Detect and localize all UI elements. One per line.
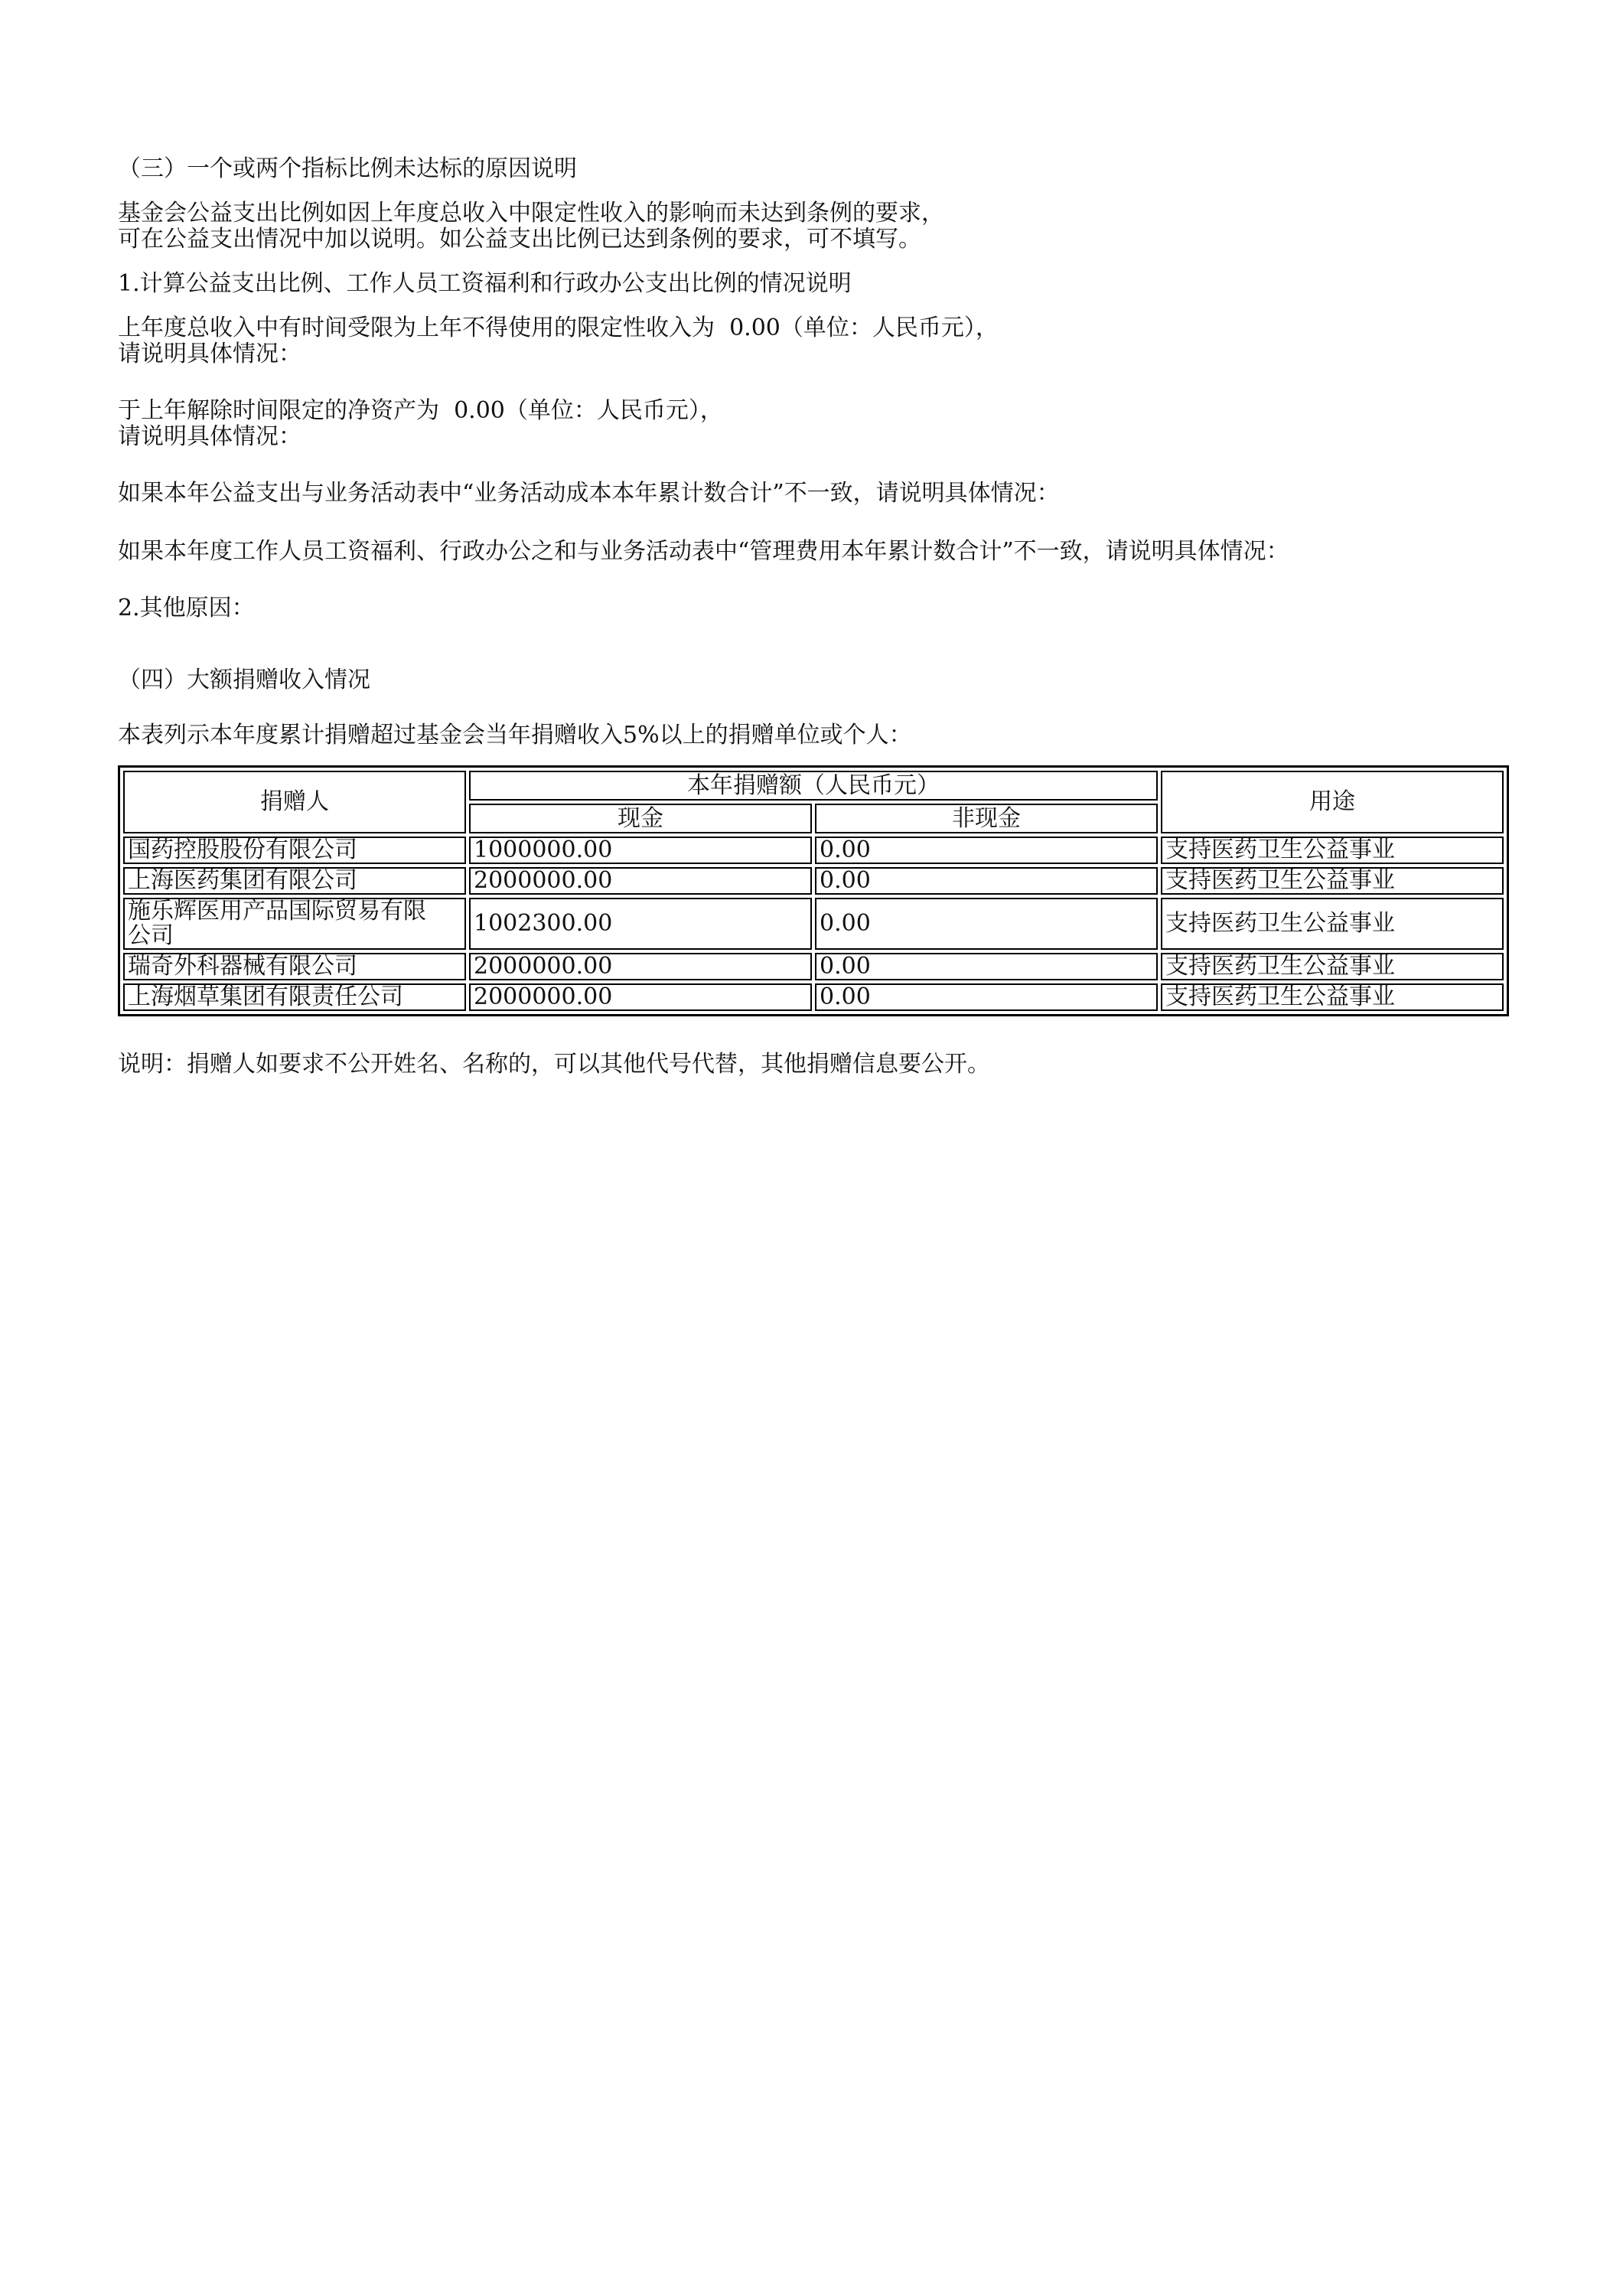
purpose-cell: 支持医药卫生公益事业	[1161, 898, 1504, 950]
header-amount-group: 本年捐赠额（人民币元）	[469, 771, 1158, 801]
purpose-cell: 支持医药卫生公益事业	[1161, 953, 1504, 980]
table-row	[123, 983, 1504, 1011]
noncash-cell: 0.00	[815, 953, 1158, 980]
cash-cell: 2000000.00	[469, 983, 812, 1011]
cash-cell: 2000000.00	[469, 867, 812, 895]
header-cash: 现金	[469, 804, 812, 833]
donor-cell: 上海烟草集团有限责任公司	[123, 983, 466, 1011]
header-purpose: 用途	[1161, 771, 1504, 833]
purpose-cell: 支持医药卫生公益事业	[1161, 867, 1504, 895]
cash-cell: 1000000.00	[469, 837, 812, 864]
donations-table	[118, 765, 1509, 1016]
table-row	[123, 837, 1504, 864]
purpose-cell: 支持医药卫生公益事业	[1161, 983, 1504, 1011]
donor-cell: 上海医药集团有限公司	[123, 867, 466, 895]
released-assets-line: 于上年解除时间限定的净资产为 0.00（单位：人民币元），	[118, 397, 723, 424]
header-noncash: 非现金	[815, 804, 1158, 833]
item2-title: 2.其他原因：	[118, 595, 255, 621]
section3-heading: （三）一个或两个指标比例未达标的原因说明	[118, 155, 577, 182]
mismatch-public-line: 如果本年公益支出与业务活动表中“业务活动成本本年累计数合计”不一致，请说明具体情况：	[118, 480, 1060, 507]
section4-intro: 本表列示本年度累计捐赠超过基金会当年捐赠收入5%以上的捐赠单位或个人：	[118, 722, 912, 748]
donor-cell	[123, 898, 466, 950]
released-assets-detail: 请说明具体情况：	[118, 423, 301, 450]
noncash-cell: 0.00	[815, 867, 1158, 895]
table-header-row	[123, 771, 1504, 801]
table-row	[123, 867, 1504, 895]
table-row	[123, 953, 1504, 980]
noncash-cell: 0.00	[815, 983, 1158, 1011]
restricted-income-line: 上年度总收入中有时间受限为上年不得使用的限定性收入为 0.00（单位：人民币元），	[118, 315, 999, 341]
item1-title: 1.计算公益支出比例、工作人员工资福利和行政办公支出比例的情况说明	[118, 270, 852, 297]
donor-name-line2: 公司	[128, 922, 174, 949]
donor-cell: 国药控股股份有限公司	[123, 837, 466, 864]
cash-cell: 1002300.00	[469, 898, 812, 950]
header-donor: 捐赠人	[123, 771, 466, 833]
donor-cell: 瑞奇外科器械有限公司	[123, 953, 466, 980]
section3-intro-line2: 可在公益支出情况中加以说明。如公益支出比例已达到条例的要求，可不填写。	[118, 226, 921, 253]
noncash-cell: 0.00	[815, 837, 1158, 864]
section4-heading: （四）大额捐赠收入情况	[118, 667, 370, 693]
mismatch-admin-line: 如果本年度工作人员工资福利、行政办公之和与业务活动表中“管理费用本年累计数合计”不一致，请说明具体情况：	[118, 538, 1289, 565]
cash-cell: 2000000.00	[469, 953, 812, 980]
donor-name-line1: 施乐辉医用产品国际贸易有限	[128, 898, 426, 925]
section3-intro-line1: 基金会公益支出比例如因上年度总收入中限定性收入的影响而未达到条例的要求，	[118, 200, 944, 227]
noncash-cell: 0.00	[815, 898, 1158, 950]
table-row	[123, 898, 1504, 950]
restricted-income-detail: 请说明具体情况：	[118, 341, 301, 367]
purpose-cell: 支持医药卫生公益事业	[1161, 837, 1504, 864]
section4-note: 说明：捐赠人如要求不公开姓名、名称的，可以其他代号代替，其他捐赠信息要公开。	[118, 1051, 990, 1078]
